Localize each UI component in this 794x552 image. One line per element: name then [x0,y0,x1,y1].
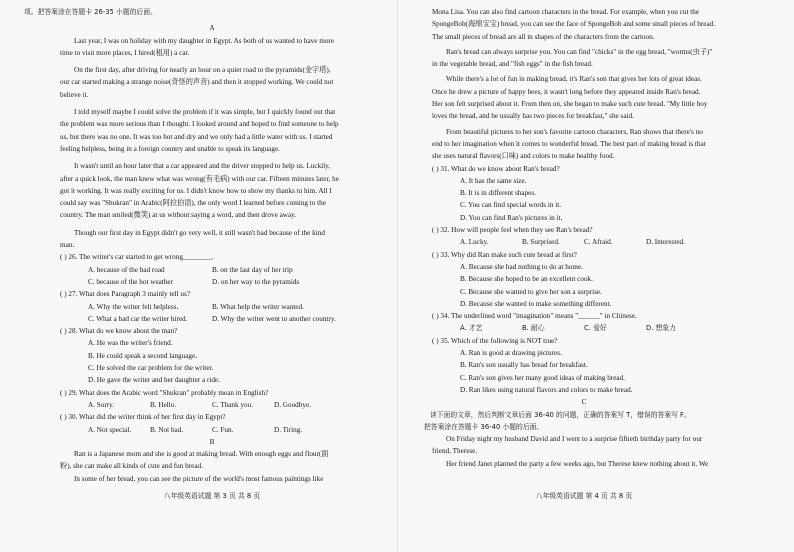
q31-option-a[interactable]: A. It has the same size. [460,176,527,185]
q27-option-c[interactable]: C. What a bad car the writer hired. [88,314,188,323]
q33-option-a[interactable]: A. Because she had nothing to do at home. [460,262,583,271]
q35-option-b[interactable]: B. Ran's son usually has bread for breakfast. [460,361,588,370]
passage-a-line: country. The man smiled(微笑) at us without saying a word, and then drove away. [60,211,297,220]
q34-options-row [432,322,736,334]
passage-b-line: Once he drew a picture of happy bees, it wasn't long before they appeared inside Ran's bread. [432,87,701,96]
question-29: ( ) 29. What does the Arabic word "Shukran" probably mean in English? [60,388,269,397]
q35-option-a[interactable]: A. Ran is good at drawing pictures. [460,349,562,358]
passage-a-line: man. [60,241,75,250]
section-a-title: A [209,24,215,33]
passage-a-line: believe it. [60,90,89,99]
section-b-title: B [209,437,215,446]
q28-option-d[interactable]: D. He gave the writer and her daughter a ride. [88,376,220,385]
passage-a-line: Last year, I was on holiday with my daughter in Egypt. As both of us wanted to have more [74,36,335,45]
passage-c-line: friend, Therese. [432,447,478,456]
page-4 [424,6,736,470]
q26-options-row [60,276,364,288]
passage-a-line: our car started making a strange noise(奇怪的声音) and then it stopped working. We could not [60,78,334,87]
q32-option-b[interactable]: B. Surprised. [522,238,560,247]
passage-b-line: The small pieces of bread are all in shapes of the characters from the cartoon. [432,32,655,41]
q32-options-row [432,236,736,248]
q29-option-d[interactable]: D. Goodbye. [274,400,311,409]
page-4-footer: 八年级英语试题 第 4 页 共 8 页 [535,492,633,500]
page-3-footer: 八年级英语试题 第 3 页 共 8 页 [163,492,261,500]
q30-option-a[interactable]: A. Not special. [88,425,132,434]
q29-options-row [60,399,364,411]
q32-option-d[interactable]: D. Interested. [646,238,685,247]
q33-option-c[interactable]: C. Because she wanted to give her son a surprise. [460,287,602,296]
q27-options-row [60,313,364,325]
q33-option-d[interactable]: D. Because she wanted to make something different. [460,299,612,308]
passage-a-line: could say was "Shukran" in Arabic(阿拉伯语), the only word I learned before coming to the [60,199,326,208]
question-31: ( ) 31. What do we know about Ran's bread? [432,164,560,173]
passage-b-line: Her son felt surprised about it. From then on, she began to make such cute bread. "My little boy [432,100,708,109]
q26-option-d[interactable]: D. on her way to the pyramids [212,277,300,286]
q31-option-b[interactable]: B. It is in different shapes. [460,189,536,198]
q30-option-c[interactable]: C. Fun. [212,425,234,434]
passage-a-line: after a quick look, the man knew what was wrong(有毛病) with our car. Fifteen minutes later, he [60,174,339,183]
q30-options-row [60,424,364,436]
passage-a-line: us, but there was no one. It was too hot and dry and we only had a little water with us. I started [60,132,333,141]
q28-option-c[interactable]: C. He solved the car problem for the writer. [88,364,214,373]
q29-option-b[interactable]: B. Hello. [150,400,177,409]
q31-option-c[interactable]: C. You can find special words in it. [460,201,562,210]
q34-option-a[interactable]: A. 才艺 [460,324,483,333]
passage-c-line: On Friday night my husband David and I went to a surprise fiftieth birthday party for our [446,435,703,444]
q26-option-c[interactable]: C. because of the hot weather [88,277,174,286]
q27-option-d[interactable]: D. Why the writer went to another country. [212,314,336,323]
q27-option-b[interactable]: B. What help the writer wanted. [212,302,304,311]
q35-option-d[interactable]: D. Ran likes using natural flavors and colors to make bread. [460,385,633,394]
section-c-title: C [581,398,587,407]
q26-options-row [60,264,364,276]
instruction-line: 项。把答案涂在答题卡 26-35 小题的后面。 [24,8,157,16]
passage-a-line: the problem was more serious than I thought. I looked around and hoped to find someone to help [60,120,339,129]
passage-a-line: Though our first day in Egypt didn't go very well, it still wasn't bad because of the kind [74,228,325,237]
section-c-instruction: 把答案涂在答题卡 36-40 小题的后面。 [424,422,544,431]
passage-c-line: Her friend Janet planned the party a few weeks ago, but Therese knew nothing about it. We [446,459,709,468]
q29-option-c[interactable]: C. Thank you. [212,400,253,409]
passage-b-line: Ran is a Japanese mom and she is good at making bread. With enough eggs and flour(面 [74,450,329,459]
q26-option-a[interactable]: A. because of the bad road [88,265,165,274]
q35-option-c[interactable]: C. Ran's son gives her many good ideas of making bread. [460,373,625,382]
question-26: ( ) 26. The writer's car started to get wrong________. [60,253,214,262]
passage-a-line: feeling helpless, being in a foreign country and unable to speak its language. [60,144,280,153]
q27-options-row [60,301,364,313]
q32-option-c[interactable]: C. Afraid. [584,238,613,247]
q33-option-b[interactable]: B. Because she hoped to be an excellent cook. [460,275,593,284]
passage-a-line: It wasn't until an hour later that a car appeared and the driver stopped to help us. Luckily, [74,162,331,171]
question-33: ( ) 33. Why did Ran make such cute bread at first? [432,250,577,259]
page-3 [24,6,364,485]
question-32: ( ) 32. How will people feel when they see Ran's bread? [432,226,593,235]
q30-option-b[interactable]: B. Not bad. [150,425,184,434]
q34-option-b[interactable]: B. 耐心 [522,324,545,333]
passage-b-line: In some of her bread, you can see the picture of the world's most famous paintings like [74,474,324,483]
passage-b-line: While there's a lot of fun in making bread, it's Ran's son that gives her lots of great ideas. [446,75,702,84]
q26-option-b[interactable]: B. on the last day of her trip [212,265,293,274]
passage-a-line: On the first day, after driving for nearly an hour on a quiet road to the pyramids(金字塔), [74,66,331,75]
question-30: ( ) 30. What did the writer think of her first day in Egypt? [60,413,226,422]
q27-option-a[interactable]: A. Why the writer felt helpless. [88,302,179,311]
q29-option-a[interactable]: A. Sorry. [88,400,115,409]
q30-option-d[interactable]: D. Tiring. [274,425,303,434]
passage-b-line: 粉), she can make all kinds of cute and fun bread. [60,462,203,471]
passage-a-line: I told myself maybe I could solve the problem if it was simple, but I quickly found out that [74,108,336,117]
question-28: ( ) 28. What do we know about the man? [60,327,178,336]
question-35: ( ) 35. Which of the following is NOT true? [432,336,558,345]
q31-option-d[interactable]: D. You can find Ran's pictures in it. [460,213,563,222]
q32-option-a[interactable]: A. Lucky. [460,238,489,247]
q28-option-a[interactable]: A. He was the writer's friend. [88,339,173,348]
section-c-instruction: 读下面的文章，然后判断文章后面 36-40 的问题，正确的答案写 T，错误的答案写 F。 [430,410,691,419]
passage-a-line: time to visit more places, I hired(租用) a car. [60,48,190,57]
question-34: ( ) 34. The underlined word "imagination" means "______" in Chinese. [432,312,637,321]
passage-b-line: end to her imagination when it comes to wonderful bread. The best part of making bread is that [432,139,706,148]
passage-b-line: From beautiful pictures to her son's favorite cartoon characters, Ran shows that there's no [446,127,703,136]
passage-a-line: got it working. It was really exciting for us. I didn't know how to show my thanks to him. All I [60,186,332,195]
q34-option-c[interactable]: C. 爱好 [584,324,607,333]
passage-b-line: loves the bread, and he usually has two pieces for breakfast," she said. [432,112,634,121]
passage-b-line: Mona Lisa. You can also find cartoon characters in the bread. For example, when you cut the [432,8,700,16]
passage-b-line: she uses natural flavors(口味) and colors to make healthy food. [432,152,615,161]
passage-b-line: Ran's bread can always surprise you. You can find "chicks" in the egg bread, "worms(虫子)" [446,47,713,56]
q28-option-b[interactable]: B. He could speak a second language. [88,351,197,360]
page-divider [397,0,398,552]
q34-option-d[interactable]: D. 想象力 [646,324,676,333]
question-27: ( ) 27. What does Paragraph 3 mainly tell us? [60,290,191,299]
passage-b-line: SpongeBob(海绵宝宝) bread, you can see the face of SpongeBob and some small pieces of bread. [432,20,716,29]
passage-b-line: in the vegetable bread, and "fish eggs" in the fish bread. [432,60,593,69]
